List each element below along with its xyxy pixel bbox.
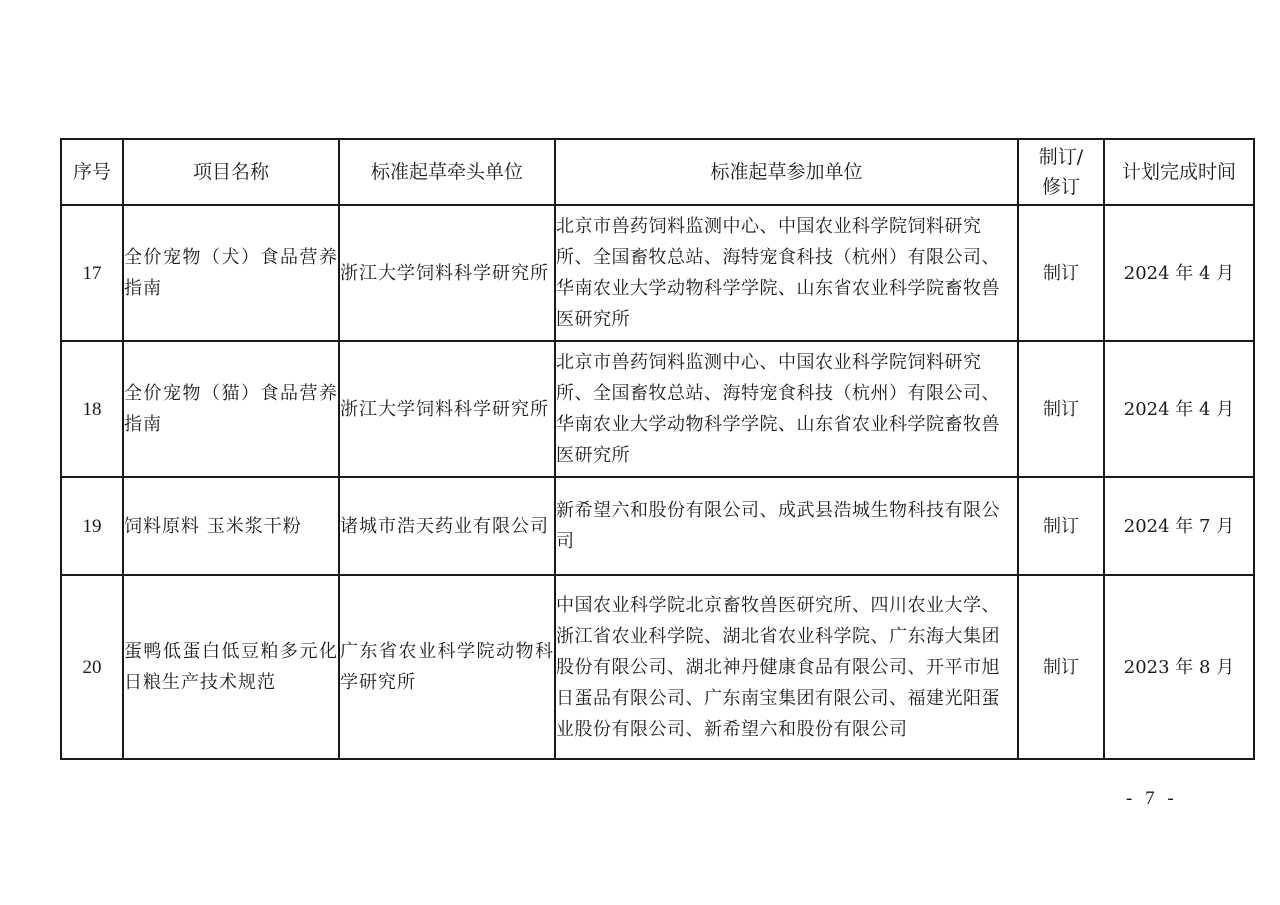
header-project-name: 项目名称: [123, 139, 339, 205]
row-lead-unit: 诸城市浩天药业有限公司: [339, 477, 555, 575]
row-planned-completion: 2024 年 7 月: [1104, 477, 1254, 575]
row-revise-type: 制订: [1018, 575, 1104, 759]
row-project-name: 全价宠物（犬）食品营养指南: [123, 205, 339, 341]
row-lead-unit: 浙江大学饲料科学研究所: [339, 341, 555, 477]
row-participant-units: 北京市兽药饲料监测中心、中国农业科学院饲料研究所、全国畜牧总站、海特宠食科技（杭州）有限公司、华南农业大学动物科学学院、山东省农业科学院畜牧兽医研究所: [555, 205, 1018, 341]
row-planned-completion: 2024 年 4 月: [1104, 205, 1254, 341]
table-row: [61, 341, 1254, 477]
page-number: - 7 -: [1126, 788, 1178, 809]
table-row: [61, 477, 1254, 575]
header-revise-line2: 修订: [1041, 176, 1080, 198]
row-revise-type: 制订: [1018, 477, 1104, 575]
header-participant-units: 标准起草参加单位: [555, 139, 1018, 205]
row-revise-type: 制订: [1018, 205, 1104, 341]
table-row: [61, 575, 1254, 759]
row-serial: 18: [61, 341, 123, 477]
row-serial: 20: [61, 575, 123, 759]
row-participant-units: 中国农业科学院北京畜牧兽医研究所、四川农业大学、浙江省农业科学院、湖北省农业科学院、广东海大集团股份有限公司、湖北神丹健康食品有限公司、开平市旭日蛋品有限公司、广东南宝集团有限公司、福建光阳蛋业股份有限公司、新希望六和股份有限公司: [555, 575, 1018, 759]
header-revise-line1: 制订/: [1038, 146, 1084, 168]
header-revise-type: [1018, 139, 1104, 205]
row-serial: 17: [61, 205, 123, 341]
header-serial: 序号: [61, 139, 123, 205]
row-revise-type: 制订: [1018, 341, 1104, 477]
row-participant-units: 新希望六和股份有限公司、成武县浩城生物科技有限公司: [555, 477, 1018, 575]
header-planned-completion: 计划完成时间: [1104, 139, 1254, 205]
header-row: [61, 139, 1254, 205]
row-project-name: 饲料原料 玉米浆干粉: [123, 477, 339, 575]
table-row: [61, 205, 1254, 341]
row-planned-completion: 2023 年 8 月: [1104, 575, 1254, 759]
row-serial: 19: [61, 477, 123, 575]
standards-table: [60, 138, 1255, 760]
header-lead-unit: 标准起草牵头单位: [339, 139, 555, 205]
row-project-name: 全价宠物（猫）食品营养指南: [123, 341, 339, 477]
row-planned-completion: 2024 年 4 月: [1104, 341, 1254, 477]
row-lead-unit: 浙江大学饲料科学研究所: [339, 205, 555, 341]
row-participant-units: 北京市兽药饲料监测中心、中国农业科学院饲料研究所、全国畜牧总站、海特宠食科技（杭州）有限公司、华南农业大学动物科学学院、山东省农业科学院畜牧兽医研究所: [555, 341, 1018, 477]
row-lead-unit: 广东省农业科学院动物科学研究所: [339, 575, 555, 759]
row-project-name: 蛋鸭低蛋白低豆粕多元化日粮生产技术规范: [123, 575, 339, 759]
